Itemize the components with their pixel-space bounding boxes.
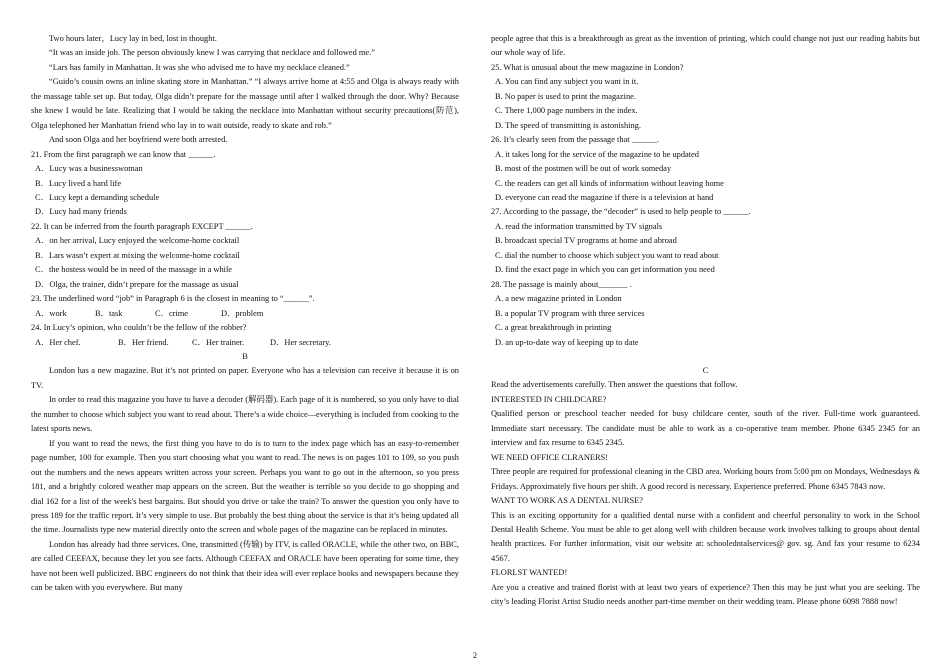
ad-body-childcare: Qualified person or preschool teacher needed for busy childcare center, south of the river. Full-time work guaranteed. Immediate start necessary. The candidate must be able to work as a co-operative team member. Phone 6345 2345 for an interview and fax resume to 6345 2345. — [491, 409, 920, 448]
q23-option-c: C．crime — [155, 308, 189, 318]
q21-option-b: B．Lucy lived a hard life — [35, 178, 122, 188]
question-25-stem: 25. What is unusual about the mew magazine in London? — [491, 62, 684, 72]
q24-option-d: D．Her secretary. — [270, 337, 331, 347]
q25-option-b: B. No paper is used to print the magazine. — [495, 91, 636, 101]
question-26-stem: 26. It’s clearly seen from the passage that ______. — [491, 135, 659, 145]
question-28-stem: 28. The passage is mainly about_______ . — [491, 279, 632, 289]
question-27-stem: 27. According to the passage, the “decoder” is used to help people to ______. — [491, 207, 751, 217]
q23-option-d: D．problem — [221, 308, 264, 318]
q21-option-c: C．Lucy kept a demanding schedule — [35, 192, 160, 202]
page-number: 2 — [473, 651, 477, 660]
question-21-stem: 21. From the first paragraph we can know that ______. — [31, 149, 216, 159]
q26-option-c: C. the readers can get all kinds of information without leaving home — [495, 178, 724, 188]
ad-title-cleaners: WE NEED OFFICE CLRANERS! — [491, 452, 609, 462]
q22-option-c: C．the hostess would be in need of the massage in a while — [35, 265, 233, 275]
left-column — [31, 32, 459, 596]
question-22-stem: 22. It can be inferred from the fourth paragraph EXCEPT ______. — [31, 221, 253, 231]
q22-option-a: A．on her arrival, Lucy enjoyed the welcome-home cocktail — [35, 236, 240, 246]
q26-option-a: A. it takes long for the service of the magazine to be updated — [495, 149, 699, 159]
story-paragraph: Two hours later，Lucy lay in bed, lost in thought. — [49, 34, 217, 43]
right-column — [491, 32, 920, 610]
passage-b-paragraph: In order to read this magazine you have to have a decoder (解码器). Each page of it is numbered, so you only have to dial the number to choose which subject you want to read about. There’s a wide choice—everything is included from cooking to the latest sports news. — [31, 395, 459, 434]
q22-option-b: B．Lars wasn’t expert at mixing the welcome-home cocktail — [35, 250, 240, 260]
q24-option-a: A．Her chef. — [35, 337, 81, 347]
ad-body-dental-nurse: This is an exciting opportunity for a qualified dental nurse with a confident and cheerful personality to work in the School Dental Health Scheme. You must be able to get along well with children because work involves talking to groups about dental health practices. For further information, visit our website at: schooledntalservices@ gov. sg. And fax your resume to 6234 4567. — [491, 510, 920, 563]
q23-option-b: B．task — [95, 308, 123, 318]
question-24-stem: 24. In Lucy’s opinion, who couldn’t be the fellow of the robber? — [31, 323, 247, 333]
q26-option-b: B. most of the postmen will be out of work someday — [495, 164, 672, 174]
passage-b-paragraph: If you want to read the news, the first thing you have to do is to turn to the index page which has an easy-to-remember page number, 100 for example. Then you start choosing what you want to read. The news is on pages 101 to 109, so you push out the numbers and the news appears written across your screen. Perhaps you want to go out in the afternoon, so you press 181, and a brightly colored weather map appears on the screen. But the weather is terrible so you decide to go shopping and dial 162 for a list of the week's best bargains. But should you drive or take the train? To answer the question you only have to press 189 for the traffic report. It’s very simple to use. But probably the best thing about the service is that it’s being updated all the time. Journalists type new material directly onto the screen and whole pages of the magazine can be replaced in minutes. — [31, 438, 459, 535]
q24-option-b: B．Her friend. — [118, 337, 169, 347]
ad-title-florist: FLORLST WANTED! — [491, 568, 568, 578]
story-paragraph: “Guido’s cousin owns an inline skating store in Manhattan.” “I always arrive home at 4:55 and Olga is always ready with the massage table set up. But today, Olga didn’t prepare for the massage until after I walked through the door. Why? Because she knew I would be late. Realizing that I would be taking the necklace into Manhattan without security precautions(防范), Olga telephoned her Manhattan friend who lay in to wait outside, ready to skate and rob.” — [31, 77, 459, 130]
q27-option-a: A. read the information transmitted by TV signals — [495, 221, 663, 231]
section-c-label: C — [702, 365, 709, 375]
passage-b-paragraph: London has already had three services. One, transmitted (传输) by ITV, is called ORACLE, while the other two, on BBC, are called CEEFAX, because they let you see facts. Although CEEFAX and ORACLE have been operating for some time, they have not been well publicized. BBC engineers do not think that their idea will ever replace books and newspapers because they can be taken with you everywhere. But many — [31, 539, 459, 593]
story-paragraph: “It was an inside job. The person obviously knew I was carrying that necklace and followed me.” — [49, 48, 375, 58]
story-paragraph: “Lars has family in Manhattan. It was she who advised me to have my necklace cleaned.” — [49, 62, 350, 72]
question-23-stem: 23. The underlined word “job” in Paragraph 6 is the closest in meaning to “______”. — [31, 294, 315, 304]
q26-option-d: D. everyone can read the magazine if there is a television at hand — [495, 192, 714, 202]
q27-option-b: B. broadcast special TV programs at home and abroad — [495, 236, 677, 246]
q25-option-d: D. The speed of transmitting is astonishing. — [495, 120, 641, 130]
ad-title-dental-nurse: WANT TO WORK AS A DENTAL NURSE? — [491, 496, 643, 506]
ad-body-cleaners: Three people are required for professional cleaning in the CBD area. Working hours from 5:00 pm on Mondays, Wednesdays & Fridays. Approximately five hours per shift. A good record is necessary. Experience preferred. Phone 6345 7843 now. — [491, 467, 920, 491]
q21-option-a: A．Lucy was a businesswoman — [35, 164, 143, 174]
q23-options — [31, 307, 459, 321]
spacer — [491, 350, 920, 364]
q27-option-d: D. find the exact page in which you can get information you need — [495, 265, 715, 275]
story-paragraph: And soon Olga and her boyfriend were both arrested. — [49, 135, 228, 145]
q21-option-d: D．Lucy had many friends — [35, 207, 127, 217]
ad-body-florist: Are you a creative and trained florist with at least two years of experience? Then this may be just what you are seeking. The city’s leading Florist Artist Studio needs another part-time member on their wedding team. Please phone 6098 7888 now! — [491, 582, 920, 607]
q22-option-d: D．Olga, the trainer, didn’t prepare for the massage as usual — [35, 279, 239, 289]
q27-option-c: C. dial the number to choose which subject you want to read about — [495, 250, 719, 260]
passage-b-paragraph: people agree that this is a breakthrough as great as the invention of printing, which could change not just our reading habits but our whole way of life. — [491, 34, 920, 58]
section-c-intro: Read the advertisements carefully. Then answer the questions that follow. — [491, 380, 738, 390]
q28-option-a: A. a new magazine printed in London — [495, 294, 622, 304]
q24-options — [31, 336, 459, 350]
q25-option-c: C. There 1,000 page numbers in the index. — [495, 106, 638, 116]
q23-option-a: A．work — [35, 308, 67, 318]
q28-option-d: D. an up-to-date way of keeping up to date — [495, 337, 639, 347]
q28-option-c: C. a great breakthrough in printing — [495, 323, 612, 333]
ad-title-childcare: INTERESTED IN CHILDCARE? — [491, 394, 607, 404]
q25-option-a: A. You can find any subject you want in it. — [495, 77, 639, 87]
q24-option-c: C．Her trainer. — [192, 337, 245, 347]
q28-option-b: B. a popular TV program with three services — [495, 308, 645, 318]
section-b-label: B — [242, 351, 248, 361]
passage-b-paragraph: London has a new magazine. But it’s not printed on paper. Everyone who has a television can receive it because it is on TV. — [31, 366, 459, 390]
